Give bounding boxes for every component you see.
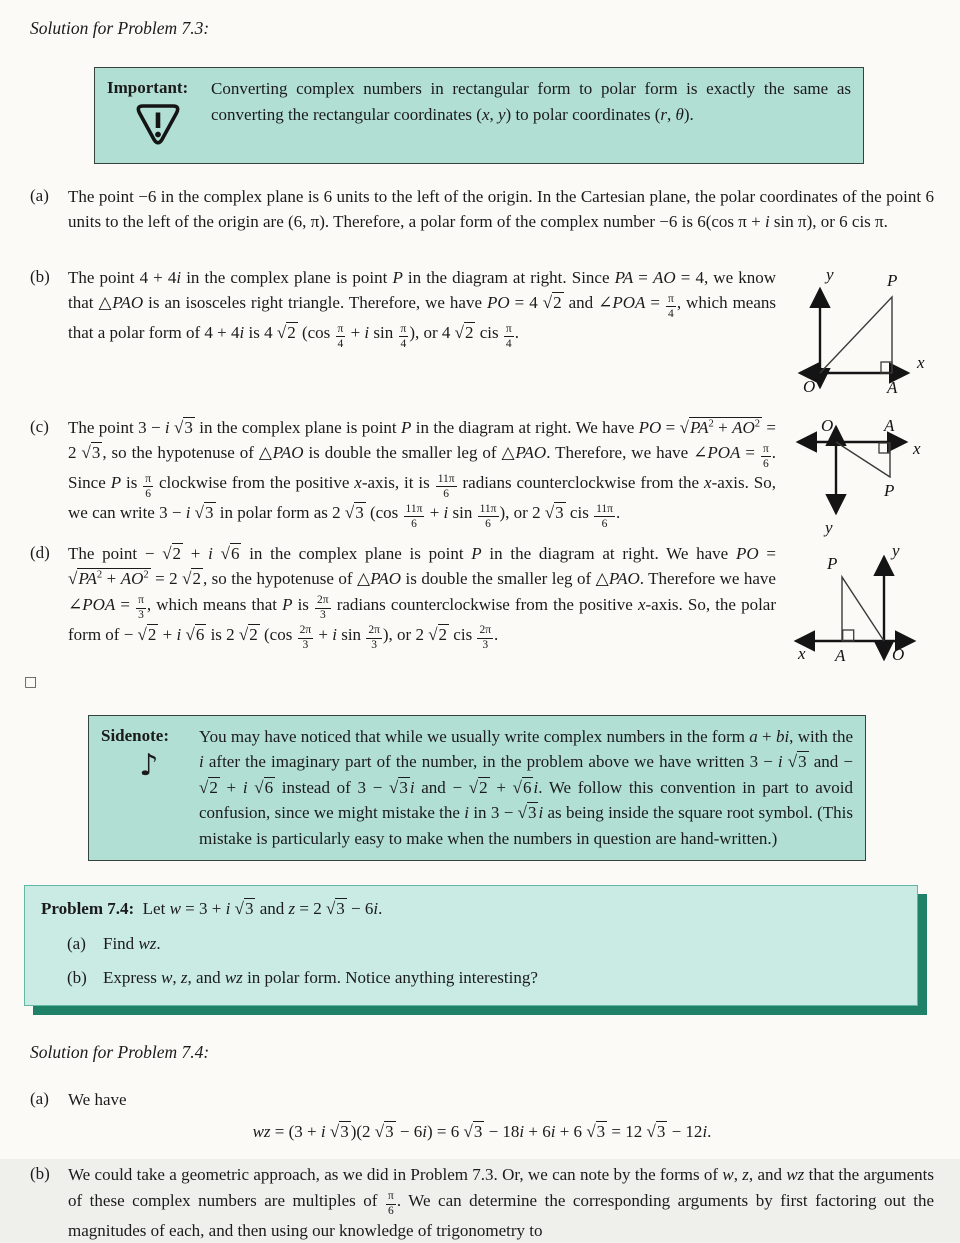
end-of-solution-marker: □ xyxy=(24,673,38,690)
warning-icon xyxy=(105,103,211,154)
complex-plane-diagram-c xyxy=(776,415,934,539)
problem-item-b-label: (b) xyxy=(67,968,87,988)
problem-item-b-text: Express w, z, and wz in polar form. Notice anything interesting? xyxy=(103,968,538,988)
sol74-b-text: We could take a geometric approach, as we did in Problem 7.3. Or, we can note by the forms of w, z, and wz that the arguments of these complex numbers are multiples of $\frac{\pi}{6}$ . We can determine the corresponding arguments by first factoring out the magnitudes of each, and then using our knowledge of trigonometry to xyxy=(68,1165,934,1240)
problem-item-a-text: Find wz. xyxy=(103,933,161,953)
problem-7-4-item-a xyxy=(41,931,905,957)
part-b-label: (b) xyxy=(30,266,50,286)
sidenote-box xyxy=(88,715,866,862)
part-c-label: (c) xyxy=(30,416,49,436)
solution-7-4-part-b xyxy=(30,1162,934,1243)
solution-7-4-part-a xyxy=(30,1087,934,1113)
axis-label-x: x xyxy=(917,352,925,372)
point-label-O: O xyxy=(803,376,816,396)
problem-7-4-item-b xyxy=(41,965,905,991)
sol74-b-label: (b) xyxy=(30,1164,50,1184)
part-d-label: (d) xyxy=(30,542,50,562)
part-d-text: The point − √2 + i √6 in the complex plane is point P in the diagram at right. We have PO = $√PA^2 + AO^2 = 2$ √2 , so the hypotenuse of △PAO is double the smaller leg of △PAO. Therefore we have ∠POA = $\frac{\pi}{3}$ , which means that P is $\frac{2\pi}{3}$ radians counterclockwise from the positive x-axis. So, the polar form of − √2 + i √6 is 2 √2 (cos $\frac{2\pi}{3}$ + i sin $\frac{2\pi}{3}$ ), or 2 √2 cis $\frac{2\pi}{3}$ . xyxy=(68,543,777,652)
problem-7-4-title: Problem 7.4: xyxy=(41,899,135,919)
problem-7-4-intro: Let w = 3 + i √3 and z = 2 √3 − 6i. xyxy=(142,899,383,919)
sol74-a-intro: We have xyxy=(68,1090,127,1110)
important-label: Important: xyxy=(107,78,189,98)
complex-plane-diagram-b xyxy=(776,265,934,405)
sidenote-text: You may have noticed that while we usually write complex numbers in the form a + bi, with the i after the imaginary part of the number, in the problem above we have written 3 − i √3 and − √2 + i √6 instead of 3 − √3 i and − √2 + √6 i. We follow this convention in part to avoid confusion, since we might mistake the i in 3 − √3 i as being inside the square root symbol. (This mistake is particularly easy to make when the numbers in question are hand-written.) xyxy=(199,726,854,848)
point-label-O: O xyxy=(821,415,834,435)
wz-product-equation: wz = (3 + i √3 )(2 √3 − 6i) = 6 √3 − 18i + 6i + 6 √3 = 12 √3 − 12i. xyxy=(252,1121,712,1141)
complex-plane-diagram-d xyxy=(776,541,934,671)
part-b-text: The point 4 + 4i in the complex plane is point P in the diagram at right. Since PA = AO = 4, we know that △PAO is an isosceles right triangle. Therefore, we have PO = 4 √2 and ∠POA = $\frac{\pi}{4}$ , which means that a polar form of 4 + 4i is 4 √2 (cos $\frac{\pi}{4}$ + i sin $\frac{\pi}{4}$ ), or 4 √2 cis $\frac{\pi}{4}$ . xyxy=(68,267,777,350)
solution-7-3-part-d xyxy=(30,541,934,671)
point-label-O: O xyxy=(892,644,905,664)
axis-label-y: y xyxy=(826,264,834,284)
axis-label-x: x xyxy=(798,643,806,663)
sol74-a-label: (a) xyxy=(30,1089,49,1109)
important-text: Converting complex numbers in rectangular form to polar form is exactly the same as converting the rectangular coordinates (x, y) to polar coordinates (r, θ). xyxy=(211,79,851,124)
sidenote-label: Sidenote: xyxy=(101,725,169,745)
important-box xyxy=(94,67,864,163)
part-a-text: The point −6 in the complex plane is 6 units to the left of the origin. In the Cartesian plane, the polar coordinates of the point 6 units to the left of the origin are (6, π). Therefore, a polar form of the complex number −6 is 6(cos π + i sin π), or 6 cis π. xyxy=(68,186,934,232)
axis-label-x: x xyxy=(913,438,921,458)
solution-7-3-part-c xyxy=(30,415,934,539)
axis-label-y: y xyxy=(892,540,900,560)
important-box-left xyxy=(105,76,211,153)
part-a-label: (a) xyxy=(30,185,49,205)
point-label-P: P xyxy=(887,270,898,290)
part-c-text: The point 3 − i √3 in the complex plane is point P in the diagram at right. We have PO = $√PA^2 + AO^2 = 2$ √3 , so the hypotenuse of △PAO is double the smaller leg of △PAO. Therefore, we have ∠POA = $\frac{\pi}{6}$ . Since P is $\frac{\pi}{6}$ clockwise from the positive x-axis, it is $\frac{11\pi}{6}$ radians counterclockwise from the x-axis. So, we can write 3 − i √3 in polar form as 2 √3 (cos $\frac{11\pi}{6}$ + i sin $\frac{11\pi}{6}$ ), or 2 √3 cis $\frac{11\pi}{6}$ . xyxy=(68,417,777,530)
eighth-note-icon: ♪ xyxy=(139,748,159,784)
point-label-P: P xyxy=(827,553,838,573)
sidenote-box-left xyxy=(99,724,199,783)
point-label-A: A xyxy=(835,645,846,665)
point-label-A: A xyxy=(884,415,895,435)
solution-7-4-heading: Solution for Problem 7.4: xyxy=(30,1041,210,1062)
solution-7-3-part-a xyxy=(30,184,934,235)
solution-7-3-heading: Solution for Problem 7.3: xyxy=(30,18,210,38)
axis-label-y: y xyxy=(825,517,833,537)
problem-7-4-box xyxy=(24,885,918,1006)
problem-item-a-label: (a) xyxy=(67,933,86,953)
point-label-P: P xyxy=(884,480,895,500)
point-label-A: A xyxy=(887,377,898,397)
solution-7-3-part-b xyxy=(30,265,934,405)
problem-7-4-title-line xyxy=(41,896,905,922)
